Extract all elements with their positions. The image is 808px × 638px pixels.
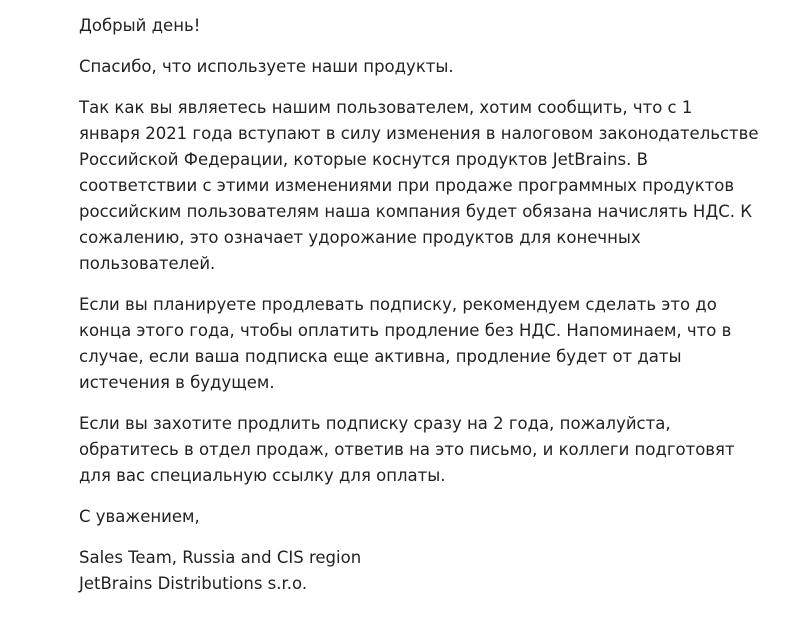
text-line: Так как вы являетесь нашим пользователем, хотим сообщить, что с 1 xyxy=(79,98,693,117)
text-line: Если вы захотите продлить подписку сразу на 2 года, пожалуйста, xyxy=(79,414,671,433)
text-line: пользователей. xyxy=(79,254,216,273)
text-line: случае, если ваша подписка еще активна, продление будет от даты xyxy=(79,347,682,366)
email-body xyxy=(79,13,759,597)
closing-line: С уважением, xyxy=(79,507,200,526)
paragraph-two-year-offer xyxy=(79,411,735,489)
text-line: российским пользователям наша компания будет обязана начислять НДС. К xyxy=(79,202,752,221)
thanks-line: Спасибо, что используете наши продукты. xyxy=(79,57,454,76)
signature-company: JetBrains Distributions s.r.o. xyxy=(79,574,308,593)
signature xyxy=(79,545,719,597)
text-line: для вас специальную ссылку для оплаты. xyxy=(79,466,446,485)
text-line: конца этого года, чтобы оплатить продление без НДС. Напоминаем, что в xyxy=(79,321,732,340)
paragraph-renewal-advice xyxy=(79,292,732,396)
text-line: Если вы планируете продлевать подписку, рекомендуем сделать это до xyxy=(79,295,717,314)
paragraph-vat-notice xyxy=(79,95,759,277)
text-line: истечения в будущем. xyxy=(79,373,275,392)
greeting: Добрый день! xyxy=(79,16,201,35)
text-line: соответствии с этими изменениями при продаже программных продуктов xyxy=(79,176,735,195)
text-line: сожалению, это означает удорожание продуктов для конечных xyxy=(79,228,641,247)
text-line: января 2021 года вступают в силу изменения в налоговом законодательстве xyxy=(79,124,759,143)
text-line: Российской Федерации, которые коснутся продуктов JetBrains. В xyxy=(79,150,648,169)
text-line: обратитесь в отдел продаж, ответив на это письмо, и коллеги подготовят xyxy=(79,440,735,459)
signature-team: Sales Team, Russia and CIS region xyxy=(79,548,362,567)
